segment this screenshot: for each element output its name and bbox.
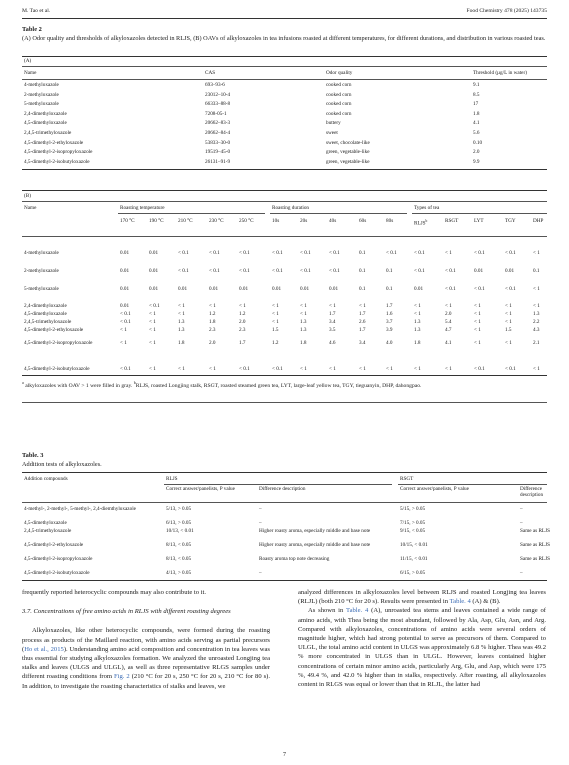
- table2b-value-cell: 0.1: [386, 286, 393, 292]
- table2b-value-cell: < 1: [149, 311, 156, 317]
- table2b-value-cell: < 0.1: [120, 311, 131, 317]
- paragraph-right-1-text-a: analyzed differences in alkyloxazoles level between RLJS and roasted Longjing tea leaves (RLJL) (both 210 °C for 20 s). Results were presented in: [298, 589, 546, 606]
- table2b-value-cell: < 1: [533, 303, 540, 309]
- table3-cell: 8/13, < 0.05: [166, 556, 192, 562]
- table2b-value-cell: < 1: [209, 366, 216, 372]
- table2b-col-header-duration: 40s: [329, 218, 337, 224]
- table2b-value-cell: < 1: [149, 366, 156, 372]
- table3-subheader-diff-rsgt: Difference description: [520, 486, 544, 499]
- table2b-value-cell: 0.1: [386, 268, 393, 274]
- table2b-value-cell: < 1: [533, 250, 540, 256]
- table2a-cell: 66333–88-8: [205, 101, 231, 108]
- paragraph-right-2-text-b: (A), unroasted tea stems and leaves contained a wide range of amino acids, with Thea being the most abundant, followed by Ala, Asp, Glu, Asn, and Arg. Compared with alkyloxazoles, concentrations of amino acids were several orders of magnitude higher, which had strong potential to serve as precursors of them. Compared to ULGL, the total amino acid content in ULGS was approximately 6.8 % higher. Thea was 49.2 % more concentrated in ULGS than in ULGL. However, leaves contained higher concentrations of certain minor amino acids, particularly Arg, Glu, and Asp, which were 175 %, 49.4 %, and 42.0 % higher than in stalks, respectively. After roasting, all alkyloxazoles content in RLGS was equal or lower than that in RLJL, the latter had: [298, 607, 547, 689]
- table2b-value-cell: 0.01: [120, 286, 130, 292]
- table2b-value-cell: < 0.1: [178, 268, 189, 274]
- table2b-label-rule: [22, 201, 547, 202]
- table3-cell: 6/15, > 0.05: [400, 570, 426, 576]
- tea-type-label: RSGT: [445, 218, 459, 224]
- table2b-group-temperature: Roasting temperature: [120, 205, 165, 211]
- table2b-value-cell: < 1: [414, 366, 421, 372]
- table2b-value-cell: 1.7: [386, 303, 393, 309]
- table2b-value-cell: 2.0: [445, 311, 452, 317]
- footnote-marker-b: b: [425, 219, 428, 223]
- table2b-value-cell: < 0.1: [474, 250, 485, 256]
- table2b-value-cell: 0.01: [120, 303, 130, 309]
- table2b-value-cell: < 1: [300, 303, 307, 309]
- table2b-col-header-temperature: 210 °C: [178, 218, 193, 224]
- table3-cell: 6/13, > 0.05: [166, 520, 192, 526]
- table2a-cell: 2.0: [473, 149, 480, 156]
- table2b-value-cell: 1.3: [300, 319, 307, 325]
- table2a-cell: 23012–10-4: [205, 91, 231, 98]
- table2b-value-cell: < 1: [300, 311, 307, 317]
- table2a-bottom-rule: [22, 169, 547, 170]
- table2b-value-cell: < 0.1: [474, 366, 485, 372]
- table2b-value-cell: < 0.1: [300, 250, 311, 256]
- table2a-cell: 20662–83-3: [205, 120, 231, 127]
- table2b-value-cell: < 0.1: [474, 286, 485, 292]
- table3-cell: –: [259, 506, 262, 512]
- table2b-value-cell: 0.01: [505, 268, 515, 274]
- table2-caption: (A) Odor quality and thresholds of alkyloxazoles detected in RLJS, (B) OAVs of alkyloxazoles in tea infusions roasted at different temperatures, for different durations, and distribution in various roasted teas.: [22, 35, 546, 42]
- table2a-cell: 5-methyloxazole: [24, 101, 59, 108]
- table2b-value-cell: < 1: [474, 327, 481, 333]
- table2b-col-header-temperature: 170 °C: [120, 218, 135, 224]
- paragraph-right-1: [298, 588, 546, 606]
- table2b-value-cell: 0.01: [209, 286, 219, 292]
- table2b-group-duration: Roasting duration: [272, 205, 310, 211]
- table2b-value-cell: < 0.1: [120, 366, 131, 372]
- group-rule-duration: [270, 213, 407, 214]
- table2b-value-cell: < 0.1: [414, 268, 425, 274]
- table2b-value-cell: < 0.1: [272, 268, 283, 274]
- table2b-value-cell: < 0.1: [505, 366, 516, 372]
- table2b-value-cell: 1.7: [329, 311, 336, 317]
- table2b-value-cell: < 1: [474, 311, 481, 317]
- table2b-value-cell: 0.1: [359, 286, 366, 292]
- table3-cell: 8/13, < 0.05: [166, 542, 192, 548]
- table2b-col-header-temperature: 190 °C: [149, 218, 164, 224]
- table2b-value-cell: 0.01: [239, 286, 249, 292]
- table2a-header-threshold: Threshold (µg/L in water): [473, 70, 527, 76]
- table2b-value-cell: 3.9: [386, 327, 393, 333]
- page-number: 7: [283, 752, 286, 758]
- table2b-value-cell: 1.3: [414, 319, 421, 325]
- paragraph-left-1: frequently reported heterocyclic compounds may also contribute to it.: [22, 589, 207, 596]
- table2a-header-name: Name: [24, 70, 37, 76]
- table3-cell: –: [259, 520, 262, 526]
- table2b-value-cell: 4.1: [445, 340, 452, 346]
- table2b-value-cell: < 0.1: [272, 250, 283, 256]
- table2b-value-cell: 1.7: [359, 311, 366, 317]
- table2b-value-cell: < 1: [505, 303, 512, 309]
- table3-bottom-rule: [22, 580, 547, 581]
- table3-header-compounds: Addition compounds: [24, 476, 68, 482]
- tea-type-label: RLJS: [414, 220, 426, 227]
- table2a-cell: 26131–91-9: [205, 158, 231, 165]
- table2b-value-cell: 0.1: [359, 250, 366, 256]
- table3-cell: Same as RLJS: [520, 528, 550, 534]
- table3-caption: Addition tests of alkyloxazoles.: [22, 461, 102, 468]
- table2b-col-header-tea-type: [445, 218, 458, 224]
- table2b-row-name: 2,4-dimethyloxazole: [24, 303, 67, 309]
- table2b-value-cell: < 1: [329, 366, 336, 372]
- table2b-value-cell: 3.7: [386, 319, 393, 325]
- table3-cell: Same as RLJS: [520, 556, 550, 562]
- group-rule-temperature: [118, 213, 265, 214]
- table2a-cell: 693–93-6: [205, 82, 225, 88]
- table2b-value-cell: 3.5: [329, 327, 336, 333]
- citation-link-ho-2015[interactable]: Ho et al., 2015: [24, 645, 64, 653]
- table2b-value-cell: < 1: [178, 311, 185, 317]
- table2b-value-cell: < 0.1: [272, 366, 283, 372]
- table2a-cell: green, vegetable-like: [326, 149, 370, 156]
- table2b-value-cell: < 1: [445, 303, 452, 309]
- table2b-value-cell: 1.3: [300, 327, 307, 333]
- table3-cell: 4,5-dimethyloxazole: [24, 520, 67, 526]
- table2b-value-cell: 1.8: [300, 340, 307, 346]
- footnote-text-b: RLJS, roasted Longjing stalk, RSGT, roasted steamed green tea, LYT, large-leaf yellow tea, TGY, tieguanyin, DHP, dahongpao.: [135, 382, 422, 389]
- table2a-cell: 4,5-dimethyl-2-isopropyloxazole: [24, 149, 93, 156]
- table2b-col-header-duration: 60s: [359, 218, 367, 224]
- table2b-value-cell: 1.3: [533, 311, 540, 317]
- table2b-value-cell: < 0.1: [445, 286, 456, 292]
- table2b-value-cell: 1.8: [414, 340, 421, 346]
- tea-type-label: DHP: [533, 218, 544, 224]
- table2a-cell: cooked corn: [326, 82, 352, 88]
- table2a-cell: sweet: [326, 130, 338, 136]
- table3-cell: 11/15, < 0.01: [400, 556, 428, 562]
- table2a-cell: 20662–84-4: [205, 130, 231, 136]
- table2b-value-cell: < 0.1: [505, 250, 516, 256]
- table2b-value-cell: 1.8: [178, 340, 185, 346]
- table2b-row-name: 4,5-dimethyl-2-ethyloxazole: [24, 327, 84, 333]
- footnote-marker-b: b: [133, 380, 136, 385]
- table2b-value-cell: < 1: [178, 303, 185, 309]
- table3-group-rule-rljs: [164, 484, 392, 485]
- table2b-row-name: 4-methyloxazole: [24, 250, 59, 256]
- table2b-value-cell: < 1: [505, 311, 512, 317]
- table2b-value-cell: < 1: [209, 303, 216, 309]
- table2b-value-cell: < 1: [149, 327, 156, 333]
- table2b-value-cell: < 1: [359, 366, 366, 372]
- table2a-cell: 9.9: [473, 158, 480, 165]
- table2b-value-cell: < 1: [329, 303, 336, 309]
- table3-subheader-correct-rsgt: Correct answer/panelists, P value: [400, 486, 469, 492]
- table2b-value-cell: < 0.1: [178, 250, 189, 256]
- table2b-row-name: 5-methyloxazole: [24, 286, 59, 292]
- table2b-col-header-tea-type: [533, 218, 543, 224]
- group-rule-types: [412, 213, 547, 214]
- table-link-table4-a[interactable]: Table. 4: [449, 598, 471, 606]
- table2b-value-cell: 4.0: [386, 340, 393, 346]
- table2a-top-rule: [22, 56, 547, 57]
- table2b-col-header-temperature: 250 °C: [239, 218, 254, 224]
- table2b-value-cell: < 0.1: [149, 303, 160, 309]
- table3-cell: 4,5-dimethyl-2-isobutyloxazole: [24, 570, 90, 576]
- table2b-col-header-tea-type: [505, 218, 516, 224]
- table2a-header-rule: [22, 79, 547, 80]
- table2b-value-cell: 2.2: [533, 319, 540, 325]
- table3-group-rule-rsgt: [398, 484, 547, 485]
- table2b-value-cell: < 0.1: [445, 268, 456, 274]
- table2b-value-cell: 0.1: [359, 268, 366, 274]
- table2b-value-cell: < 1: [474, 319, 481, 325]
- table2b-value-cell: 1.8: [209, 319, 216, 325]
- table2b-value-cell: < 0.1: [505, 286, 516, 292]
- table2b-value-cell: 0.01: [120, 268, 130, 274]
- table2a-cell: 7208-05-1: [205, 110, 227, 117]
- table2b-col-header-tea-type: [474, 218, 484, 224]
- table3-group-rljs: RLJS: [166, 476, 178, 482]
- table2b-value-cell: 0.01: [329, 286, 339, 292]
- table2b-label: (B): [24, 193, 31, 199]
- table2b-value-cell: 0.01: [149, 286, 159, 292]
- table2b-col-header-temperature: 230 °C: [209, 218, 224, 224]
- table2b-value-cell: < 0.1: [329, 250, 340, 256]
- table3-cell: 4-methyl-, 2-methyl-, 5-methyl-, 2,4-diemthyloxazole: [24, 506, 136, 512]
- table2b-value-cell: 1.2: [209, 311, 216, 317]
- paragraph-right-1-text-b: (A) & (B).: [470, 598, 501, 606]
- body-column-right: [298, 584, 546, 689]
- table2b-value-cell: < 0.1: [209, 250, 220, 256]
- table2b-value-cell: < 0.1: [329, 268, 340, 274]
- table2b-value-cell: < 1: [386, 366, 393, 372]
- table3-title: Table. 3: [22, 452, 44, 459]
- table2b-value-cell: < 0.1: [239, 250, 250, 256]
- table-link-table4-b[interactable]: Table. 4: [346, 607, 369, 615]
- table2b-row-name: 4,5-dimethyl-2-isobutyloxazole: [24, 366, 90, 372]
- table2b-value-cell: 4.3: [533, 327, 540, 333]
- table2b-value-cell: < 1: [359, 303, 366, 309]
- table2b-value-cell: 0.01: [474, 268, 484, 274]
- table2b-value-cell: 0.01: [300, 286, 310, 292]
- table3-group-rsgt: RSGT: [400, 476, 414, 482]
- table2b-value-cell: 2.3: [209, 327, 216, 333]
- table3-cell: 5/15, > 0.05: [400, 506, 426, 512]
- table2a-cell: 8.5: [473, 91, 480, 98]
- table2b-value-cell: < 1: [533, 366, 540, 372]
- footnote-marker-a: a: [22, 380, 24, 385]
- table2b-value-cell: < 1: [445, 366, 452, 372]
- table3-cell: 4/13, > 0.05: [166, 570, 192, 576]
- paragraph-right-2: [298, 606, 546, 689]
- paragraph-left-2-text-b: ). Understanding amino acid composition and concentration in tea leaves was thus essential for studying alkyloxazoles formation. We analyzed the unroasted Longjing tea stalks and leaves (ULGS and ULGL), as well as three representative RLGS samples under different roasting conditions from: [22, 645, 270, 681]
- table2a-label: (A): [24, 58, 32, 64]
- table3-cell: –: [520, 506, 523, 512]
- table2b-value-cell: 0.01: [149, 250, 159, 256]
- running-header-journal: Food Chemistry 478 (2025) 143735: [466, 8, 547, 14]
- table3-subheader-correct-rljs: Correct answer/panelists, P value: [166, 486, 235, 492]
- table2b-value-cell: 2.1: [533, 340, 540, 346]
- table2b-value-cell: < 1: [120, 327, 127, 333]
- table2b-value-cell: 0.1: [533, 268, 540, 274]
- table2b-value-cell: 1.7: [359, 327, 366, 333]
- table2b-value-cell: < 1: [239, 303, 246, 309]
- table2b-value-cell: 0.01: [178, 286, 188, 292]
- paragraph-left-2-text-c: (210 °C for 20 s, 250 °C for 20 s, 210 °C for 80 s). In addition, to investigate the roasting characteristics of stalks and leaves, we: [22, 673, 270, 690]
- table3-cell: –: [520, 570, 523, 576]
- table2-title: Table 2: [22, 26, 42, 33]
- table3-cell: Higher roasty aroma, especially middle and base note: [259, 542, 371, 548]
- table3-cell: Same as RLJS: [520, 542, 550, 548]
- table3-cell: 7/15, > 0.05: [400, 520, 426, 526]
- table3-cell: 4,5-dimethyl-2-isopropyloxazole: [24, 556, 93, 562]
- table3-cell: 10/15, < 0.01: [400, 542, 428, 548]
- paragraph-left-2-text-a: Alkyloxazoles, like other heterocyclic compounds, were formed during the roasting process as products of the Maillard reaction, with amino acids serving as partial precursors (: [22, 627, 270, 653]
- table2b-value-cell: < 1: [178, 366, 185, 372]
- table2b-value-cell: 2.3: [239, 327, 246, 333]
- table2a-cell: 4.1: [473, 120, 480, 127]
- table2b-value-cell: 1.6: [386, 311, 393, 317]
- table2b-value-cell: < 0.1: [209, 268, 220, 274]
- table2b-value-cell: < 1: [149, 340, 156, 346]
- table2b-value-cell: < 1: [474, 303, 481, 309]
- table2b-value-cell: < 1: [120, 340, 127, 346]
- table2b-value-cell: < 1: [272, 311, 279, 317]
- table2b-value-cell: < 1: [445, 250, 452, 256]
- table2b-value-cell: < 1: [149, 319, 156, 325]
- table2a-cell: 1.8: [473, 110, 480, 117]
- table2a-header-odor: Odor quality: [326, 70, 353, 76]
- table2b-value-cell: 1.7: [239, 340, 246, 346]
- table2a-label-rule: [22, 66, 547, 67]
- table2b-value-cell: < 1: [533, 286, 540, 292]
- table2a-cell: 0.10: [473, 139, 483, 146]
- table2b-value-cell: 4.6: [329, 340, 336, 346]
- table2b-value-cell: 3.4: [329, 319, 336, 325]
- table2b-value-cell: < 0.1: [414, 250, 425, 256]
- table2b-value-cell: 1.2: [239, 311, 246, 317]
- table2b-col-header-duration: 80s: [386, 218, 394, 224]
- running-header-authors: M. Tao et al.: [22, 8, 51, 14]
- table2b-value-cell: < 0.1: [120, 319, 131, 325]
- table2b-value-cell: < 1: [300, 366, 307, 372]
- table2b-value-cell: < 1: [505, 340, 512, 346]
- table2b-value-cell: 4.7: [445, 327, 452, 333]
- table2a-cell: 4-methyloxazole: [24, 82, 59, 88]
- table2b-value-cell: 1.3: [178, 327, 185, 333]
- table2a-cell: 2,4-dimethyloxazole: [24, 110, 67, 117]
- table3-cell: 4,5-dimethyl-2-ethyloxazole: [24, 542, 84, 548]
- body-column-left: [22, 584, 270, 691]
- table3-subheader-diff-rljs: Difference description: [259, 486, 306, 492]
- table3-cell: 5/13, > 0.05: [166, 506, 192, 512]
- table2b-col-header-tea-type: [414, 218, 427, 227]
- table2b-value-cell: 1.3: [178, 319, 185, 325]
- table2b-value-cell: < 0.1: [386, 250, 397, 256]
- table2b-value-cell: 0.01: [414, 286, 424, 292]
- table2a-cell: cooked corn: [326, 91, 352, 98]
- table2b-value-cell: 2.0: [239, 319, 246, 325]
- table2a-cell: 2,4,5-trimethyloxazole: [24, 130, 72, 136]
- table2b-value-cell: 0.01: [272, 286, 282, 292]
- table2b-value-cell: 5.4: [445, 319, 452, 325]
- header-rule: [22, 18, 547, 19]
- table2a-cell: cooked corn: [326, 110, 352, 117]
- table2b-value-cell: 2.0: [209, 340, 216, 346]
- table2b-value-cell: < 1: [474, 340, 481, 346]
- tea-type-label: TGY: [505, 218, 516, 224]
- table2b-value-cell: < 1: [505, 319, 512, 325]
- table2b-value-cell: < 1: [272, 303, 279, 309]
- table2b-value-cell: < 1: [414, 303, 421, 309]
- table3-cell: 9/15, < 0.05: [400, 528, 426, 534]
- table2b-value-cell: < 0.1: [239, 366, 250, 372]
- table3-cell: –: [520, 520, 523, 526]
- table3-cell: Roasty aroma top note decreasing: [259, 556, 330, 562]
- figure-link-fig2[interactable]: Fig. 2: [114, 673, 130, 681]
- table2b-value-cell: 1.2: [272, 340, 279, 346]
- table2b-row-name: 4,5-dimethyl-2-isopropyloxazole: [24, 340, 93, 346]
- table2b-value-cell: < 0.1: [239, 268, 250, 274]
- table2b-value-cell: < 0.1: [300, 268, 311, 274]
- table2a-cell: 17: [473, 101, 479, 108]
- table2a-cell: cooked corn: [326, 101, 352, 108]
- section-heading: 3.7. Concentrations of free amino acids in RLJS with different roasting degrees: [22, 608, 231, 616]
- table2b-header-name: Name: [24, 205, 37, 211]
- table2a-cell: 53833–30-0: [205, 139, 231, 146]
- table2a-cell: 4,5-dimethyl-2-isobutyloxazole: [24, 158, 90, 165]
- table2b-header-rule: [22, 236, 547, 237]
- table2a-cell: buttery: [326, 120, 341, 127]
- table3-separator: [22, 402, 547, 403]
- table2b-value-cell: 2.6: [359, 319, 366, 325]
- table2b-row-name: 4,5-dimethyloxazole: [24, 311, 67, 317]
- table2b-row-name: 2-methyloxazole: [24, 268, 59, 274]
- table2a-cell: 2-methyloxazole: [24, 91, 59, 98]
- table2b-value-cell: < 1: [414, 311, 421, 317]
- table2a-cell: 9.1: [473, 82, 480, 88]
- table2b-value-cell: 0.01: [120, 250, 130, 256]
- table3-cell: 2,4,5-trimethyloxazole: [24, 528, 72, 534]
- table3-header-rule: [22, 502, 547, 503]
- table2b-col-header-duration: 10s: [272, 218, 280, 224]
- table2b-value-cell: 1.5: [272, 327, 279, 333]
- table2b-bottom-rule: [22, 375, 547, 376]
- table2-footnote: [22, 379, 547, 390]
- table2a-cell: 19519–45-0: [205, 149, 231, 156]
- paragraph-left-2: [22, 626, 270, 690]
- table3-top-rule: [22, 472, 547, 473]
- table2a-cell: 4,5-dimethyloxazole: [24, 120, 67, 127]
- table2b-col-header-duration: 20s: [300, 218, 308, 224]
- table2b-top-rule: [22, 190, 547, 191]
- table2b-value-cell: 3.4: [359, 340, 366, 346]
- paragraph-right-2-text-a: As shown in: [308, 607, 347, 615]
- table2a-header-cas: CAS: [205, 70, 216, 76]
- table2b-value-cell: 1.5: [505, 327, 512, 333]
- table3-cell: –: [259, 570, 262, 576]
- table2a-cell: sweet, chocolate-like: [326, 139, 370, 146]
- tea-type-label: LYT: [474, 218, 484, 224]
- table2a-cell: 5.6: [473, 130, 480, 136]
- footnote-text-a: alkyloxazoles with OAV > 1 were filled in gray.: [25, 382, 133, 389]
- table2b-value-cell: < 1: [272, 319, 279, 325]
- table2b-value-cell: 1.3: [414, 327, 421, 333]
- table3-cell: Higher roasty aroma, especially middle and base note: [259, 528, 371, 534]
- table2b-value-cell: 0.01: [149, 268, 159, 274]
- table2a-cell: green, vegetable-like: [326, 158, 370, 165]
- table2a-cell: 4,5-dimethyl-2-ethyloxazole: [24, 139, 84, 146]
- table2b-group-types: Types of tea: [414, 205, 440, 211]
- table3-cell: 10/13, < 0.01: [166, 528, 194, 534]
- table2b-row-name: 2,4,5-trimethyloxazole: [24, 319, 72, 325]
